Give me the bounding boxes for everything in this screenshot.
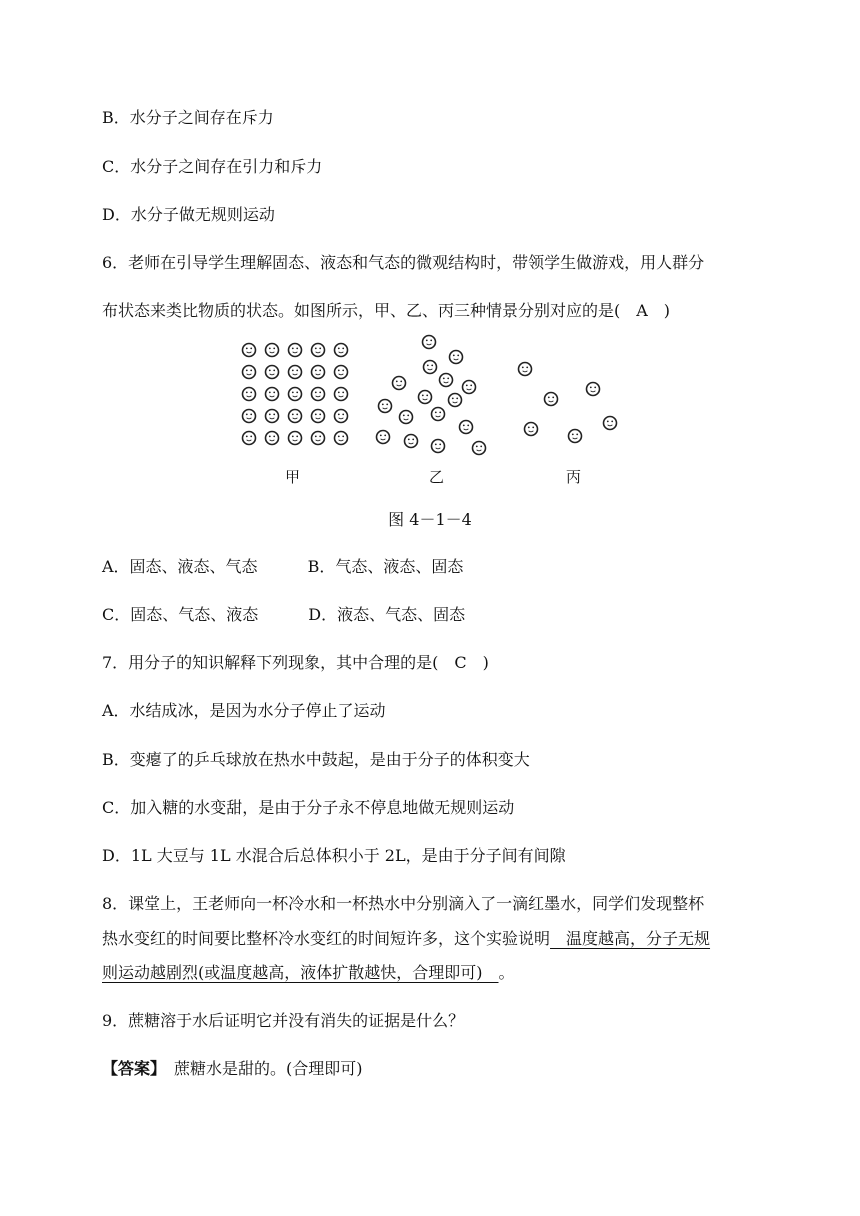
q9-answer — [102, 1059, 363, 1079]
q5-option-c: C．水分子之间存在引力和斥力 — [102, 157, 323, 176]
states-of-matter-figure — [232, 330, 632, 500]
q6-option-a: A．固态、液态、气态 — [102, 557, 258, 576]
q9-answer-text: 蔗糖水是甜的。(合理即可) — [158, 1059, 363, 1078]
q6-stem-line1: 6．老师在引导学生理解固态、液态和气态的微观结构时，带领学生做游戏，用人群分 — [102, 253, 705, 272]
q6-option-d: D．液态、气态、固态 — [308, 605, 466, 624]
figure-caption: 图 4－1－4 — [388, 510, 472, 529]
figure-label-jia: 甲 — [285, 468, 301, 486]
q6-option-c: C．固态、气态、液态 — [102, 605, 259, 624]
q6-option-b: B．气态、液态、固态 — [307, 557, 464, 576]
q7-option-a: A．水结成冰，是因为水分子停止了运动 — [102, 701, 386, 720]
q8-answer-part2: 则运动越剧烈(或温度越高，液体扩散越快，合理即可) — [102, 963, 499, 982]
q5-option-b: B．水分子之间存在斥力 — [102, 108, 274, 127]
q8-stem-line3 — [102, 963, 515, 983]
q6-options-row1 — [102, 557, 463, 577]
figure-label-yi: 乙 — [429, 468, 445, 486]
q7-option-d: D．1L 大豆与 1L 水混合后总体积小于 2L，是由于分子间有间隙 — [102, 846, 566, 865]
solid-group — [243, 344, 348, 445]
q7-option-c: C．加入糖的水变甜，是由于分子永不停息地做无规则运动 — [102, 798, 515, 817]
q8-stem-line1: 8．课堂上，王老师向一杯冷水和一杯热水中分别滴入了一滴红墨水，同学们发现整杯 — [102, 894, 705, 913]
q6-options-row2 — [102, 605, 465, 625]
q6-stem-line2: 布状态来类比物质的状态。如图所示，甲、乙、丙三种情景分别对应的是( A ) — [102, 301, 671, 320]
liquid-group — [377, 336, 486, 455]
q8-stem-text: 热水变红的时间要比整杯冷水变红的时间短许多，这个实验说明 — [102, 929, 551, 948]
q9-stem: 9．蔗糖溶于水后证明它并没有消失的证据是什么？ — [102, 1011, 465, 1030]
q7-stem: 7．用分子的知识解释下列现象，其中合理的是( C ) — [102, 653, 489, 672]
gas-group — [519, 363, 617, 443]
q7-option-b: B．变瘪了的乒乓球放在热水中鼓起，是由于分子的体积变大 — [102, 750, 530, 769]
figure-label-bing: 丙 — [566, 468, 582, 486]
q5-option-d: D．水分子做无规则运动 — [102, 205, 275, 224]
q8-stem-line2 — [102, 929, 710, 949]
answer-tag: 【答案】 — [102, 1059, 159, 1078]
q8-answer-part1: 温度越高，分子无规 — [550, 929, 711, 948]
q8-period: 。 — [498, 963, 515, 982]
